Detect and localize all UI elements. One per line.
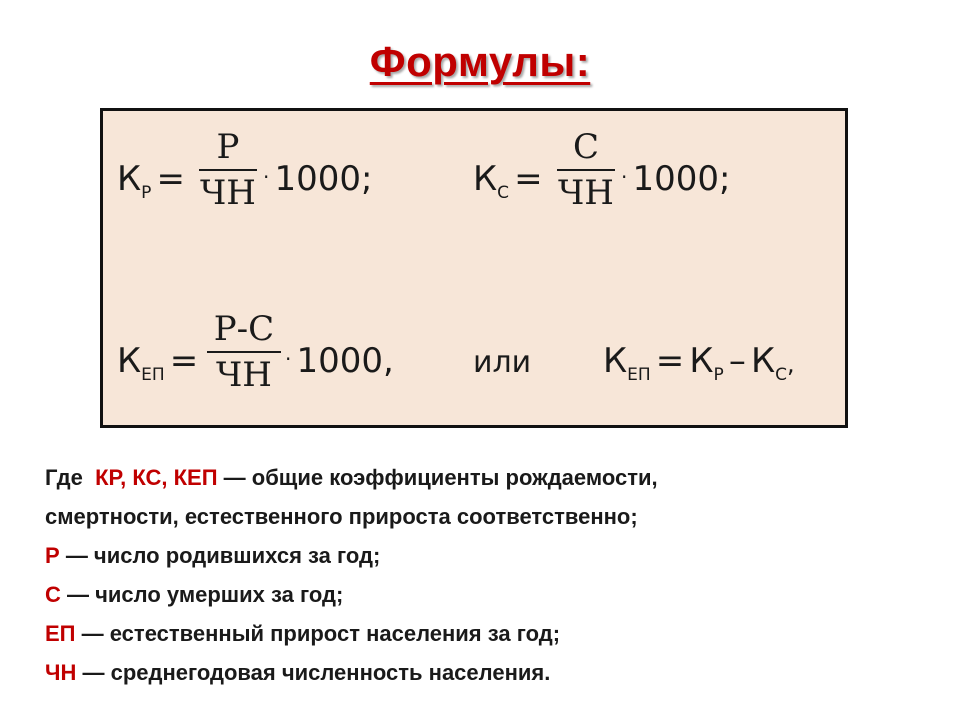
- formula-kc-fraction-bar: [557, 169, 615, 171]
- explanation-line-5-rest: — естественный прирост населения за год;: [81, 621, 561, 646]
- explanation-line-4: [45, 575, 925, 614]
- formula-alt-minus: –: [728, 341, 746, 381]
- formula-kep-fraction: [207, 309, 281, 395]
- explanation-prefix: Где: [45, 465, 83, 490]
- explanation-line-6-rest: — среднегодовая численность населения.: [82, 660, 551, 685]
- formula-kr-numerator: Р: [216, 127, 240, 167]
- formula-kr-fraction-bar: [199, 169, 257, 171]
- explanation-line-2: смертности, естественного прироста соответственно;: [45, 504, 638, 529]
- formula-or: [473, 345, 531, 380]
- formula-kep-numerator: Р-С: [213, 309, 275, 349]
- formula-alt-end: ,: [786, 350, 795, 378]
- formula-alt-sub2: Р: [713, 365, 724, 385]
- formula-kep-eq: =: [169, 341, 199, 381]
- explanation-line-3-rest: — число родившихся за год;: [65, 543, 381, 568]
- formula-or-word: или: [473, 345, 532, 380]
- formula-kc-fraction: [557, 127, 615, 213]
- page-title-text: Формулы:: [369, 38, 591, 85]
- explanation-line-4-rest: — число умерших за год;: [67, 582, 344, 607]
- formula-kc-tail: 1000;: [632, 159, 731, 199]
- formula-kr-lhs: [117, 159, 185, 203]
- formula-alt-k2: К: [689, 341, 714, 381]
- explanation-block: [45, 458, 925, 692]
- explanation-term-c: С: [45, 582, 61, 607]
- page-title: [0, 38, 960, 86]
- formula-kc-eq: =: [514, 159, 543, 199]
- formula-alt-sub3: С: [775, 365, 787, 385]
- formula-kc-k: К: [473, 159, 498, 199]
- formula-kr-k: К: [117, 159, 142, 199]
- formula-kep-sub: ЕП: [141, 365, 165, 385]
- formula-kr-eq: =: [156, 159, 185, 199]
- formula-kc-numerator: С: [572, 127, 599, 167]
- formula-kr-sub: Р: [141, 183, 152, 203]
- formula-kep-lhs: [117, 341, 199, 385]
- formula-kep-tail: 1000,: [296, 341, 394, 381]
- formula-alt-k3: К: [750, 341, 776, 381]
- formula-kc-lhs: [473, 159, 543, 203]
- formula-kep-rhs: · 1000,: [285, 341, 394, 381]
- formula-alt: [603, 341, 795, 385]
- explanation-terms: КР, КС, КЕП: [95, 465, 218, 490]
- formula-alt-sub1: ЕП: [627, 365, 651, 385]
- formula-kep-k: К: [117, 341, 142, 381]
- explanation-line-1-rest: — общие коэффициенты рождаемости,: [223, 465, 658, 490]
- explanation-line-5: [45, 614, 925, 653]
- explanation-term-chn: ЧН: [45, 660, 77, 685]
- formula-kep-denominator: ЧН: [216, 355, 272, 395]
- formula-kc-rhs: · 1000;: [621, 159, 731, 199]
- explanation-line-6: [45, 653, 925, 692]
- explanation-line-3: [45, 536, 925, 575]
- formula-alt-eq: =: [655, 341, 685, 381]
- formula-kc-denominator: ЧН: [558, 173, 614, 213]
- formula-alt-k1: К: [603, 341, 628, 381]
- explanation-term-p: Р: [45, 543, 60, 568]
- explanation-line-1: [45, 458, 925, 497]
- formula-kep-fraction-bar: [207, 351, 281, 353]
- formula-box: [100, 108, 848, 428]
- formula-kr-rhs: · 1000;: [263, 159, 373, 199]
- formula-kc-sub: С: [497, 183, 510, 203]
- formula-kr-fraction: [199, 127, 257, 213]
- formula-kr-tail: 1000;: [274, 159, 373, 199]
- formula-kr-denominator: ЧН: [200, 173, 256, 213]
- explanation-term-ep: ЕП: [45, 621, 76, 646]
